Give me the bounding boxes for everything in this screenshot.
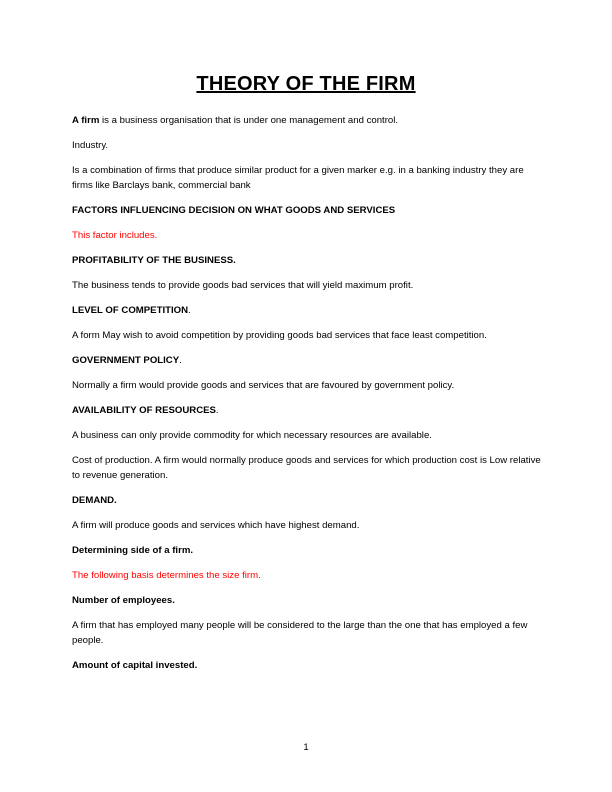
document-body [72, 113, 542, 683]
page-title: THEORY OF THE FIRM [196, 73, 416, 95]
resources-heading-suffix: . [215, 405, 219, 416]
factors-heading: FACTORS INFLUENCING DECISION ON WHAT GOODS AND SERVICES [72, 205, 396, 216]
employees-text: A firm that has employed many people will be considered to the large than the one that has employed a few people. [72, 620, 528, 646]
employees-heading: Number of employees. [72, 595, 175, 606]
government-heading-suffix: . [179, 355, 182, 366]
industry-heading: Industry. [72, 140, 109, 151]
resources-heading: AVAILABILITY OF RESOURCES [72, 405, 216, 416]
competition-heading-line [72, 303, 542, 318]
government-text: Normally a firm would provide goods and services that are favoured by government policy. [72, 380, 455, 391]
size-heading: Determining side of a firm. [72, 545, 194, 556]
cost-of-production-text: Cost of production. A firm would normally produce goods and services for which production cost is Low relative to revenue generation. [72, 455, 541, 481]
resources-heading-line [72, 403, 542, 418]
firm-definition: is a business organisation that is under one management and control. [99, 115, 399, 126]
demand-heading: DEMAND. [72, 495, 117, 506]
firm-term: A firm [72, 115, 100, 126]
demand-text: A firm will produce goods and services which have highest demand. [72, 520, 360, 531]
industry-definition: Is a combination of firms that produce similar product for a given marker e.g. in a banking industry they are firms like Barclays bank, commercial bank [72, 165, 524, 191]
resources-text: A business can only provide commodity for which necessary resources are available. [72, 430, 432, 441]
profitability-text: The business tends to provide goods bad services that will yield maximum profit. [72, 280, 414, 291]
government-heading-line [72, 353, 542, 368]
size-intro: The following basis determines the size firm. [72, 570, 261, 581]
capital-heading: Amount of capital invested. [72, 660, 198, 671]
competition-heading: LEVEL OF COMPETITION [72, 305, 189, 316]
profitability-heading: PROFITABILITY OF THE BUSINESS. [72, 255, 236, 266]
page-number: 1 [303, 742, 309, 753]
competition-heading-suffix: . [188, 305, 191, 316]
government-heading: GOVERNMENT POLICY [72, 355, 180, 366]
factors-intro: This factor includes. [72, 230, 158, 241]
competition-text: A form May wish to avoid competition by providing goods bad services that face least competition. [72, 330, 487, 341]
firm-definition-paragraph [72, 113, 542, 128]
